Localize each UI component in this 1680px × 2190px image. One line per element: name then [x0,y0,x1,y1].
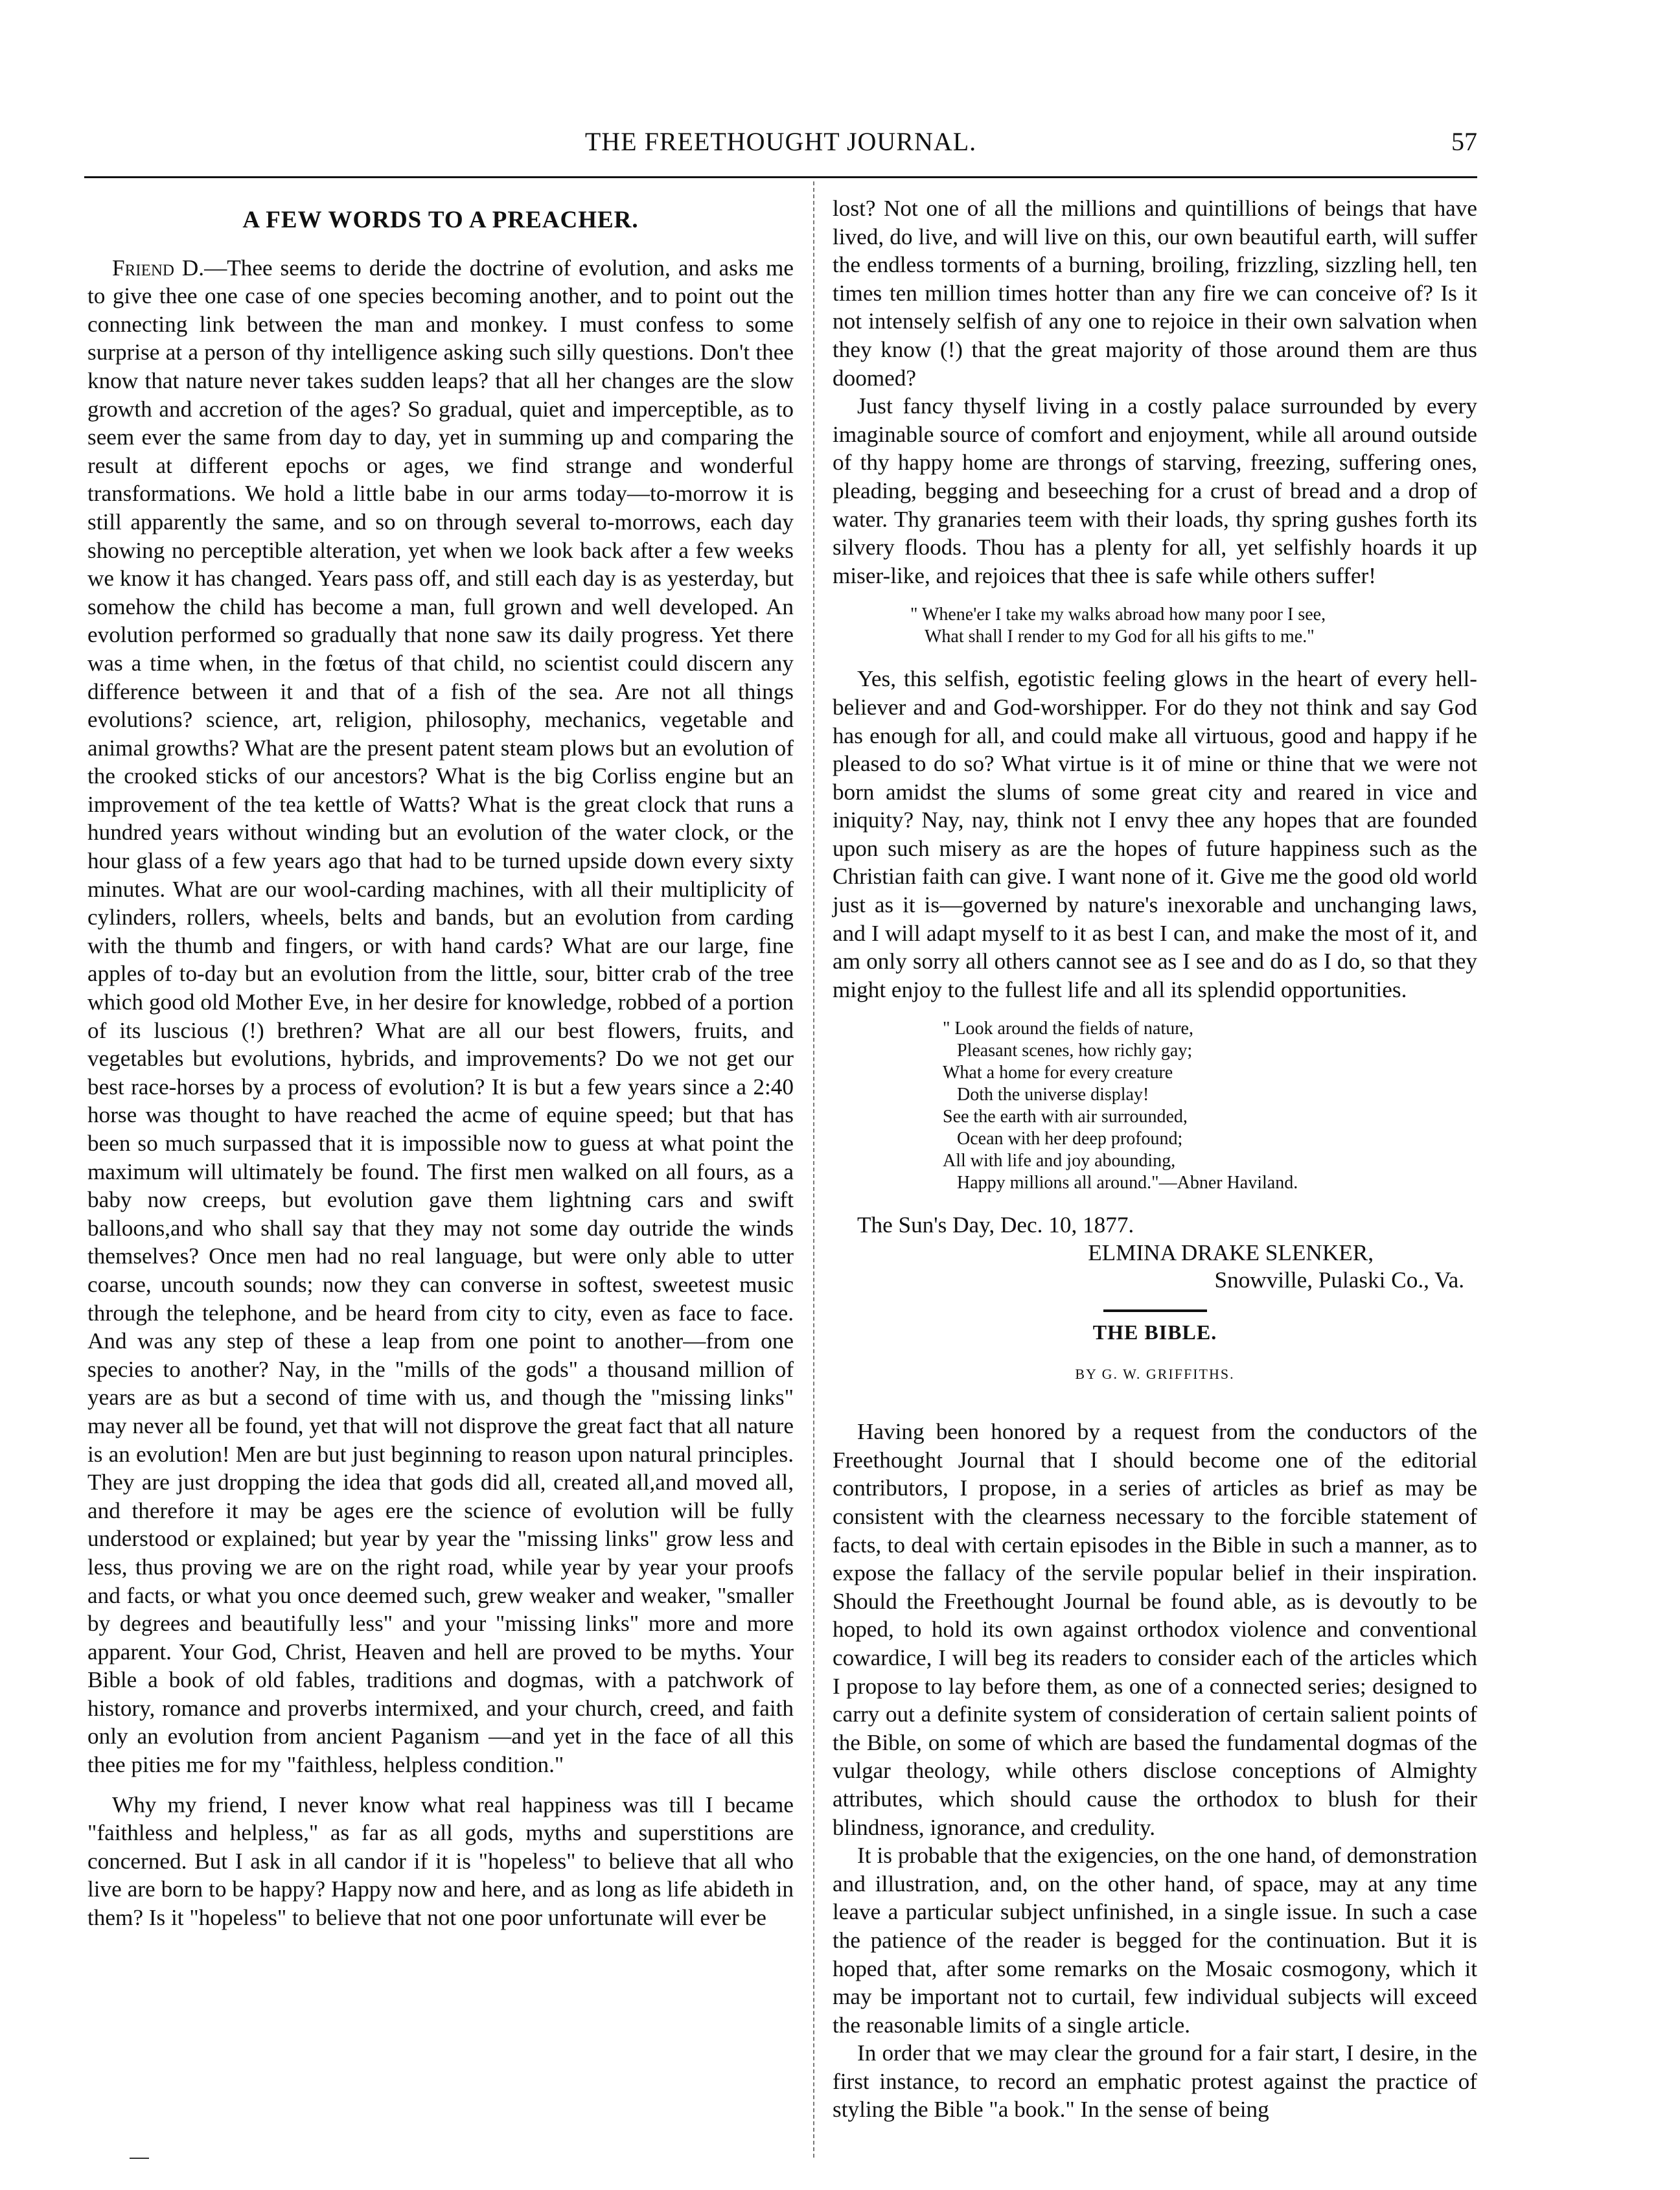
paragraph-continued: lost? Not one of all the millions and quintillions of beings that have lived, do live, and will live on this, our own beautiful earth, will suffer the endless torments of a burning, broiling, frizzling, sizzling hell, ten times ten million times hotter than any fire we can conceive of? Is it not intensely selfish of any one to rejoice in their own salvation when they know (!) that the great majority of those around them are thus doomed? [833,196,1477,391]
footer-mark [130,2158,149,2159]
running-head [84,126,1477,165]
paragraph: Why my friend, I never know what real happiness was till I became "faithless and helpless," as far as all gods, myths and superstitions are concerned. But I ask in all candor if it is "hopeless" to believe that all who live are born to be happy? Happy now and here, and as long as life abideth in them? Is it "hopeless" to believe that not one poor unfortunate will ever be [87,1792,794,1931]
paragraph: Having been honored by a request from the conductors of the Freethought Journal that I should become one of the editorial contributors, I propose, in a series of articles as brief as may be consistent with the clearness necessary to the forcible statement of facts, to deal with certain episodes in the Bible in such a manner, as to expose the fallacy of the servile popular belief in their inspiration. Should the Freethought Journal be found able, as is devoutly to be hoped, to hold its own against orthodox violence and conventional cowardice, I will beg its readers to consider each of the articles which I propose to lay before them, as one of a connected series; designed to carry out a definite system of consideration of certain salient points of the Bible, on some of which are based the fundamental dogmas of the vulgar theology, while others disclose conceptions of Almighty attributes, which should cause the orthodox to blush for their blindness, ignorance, and credulity. [833,1419,1477,1840]
poem-line: Happy millions all around."—Abner Haviland. [957,1173,1298,1193]
poem-line: Pleasant scenes, how richly gay; [957,1041,1193,1061]
author-location: Snowville, Pulaski Co., Va. [1214,1267,1464,1293]
poem-line: What a home for every creature [943,1063,1173,1083]
section-rule [1103,1309,1207,1312]
salutation: Friend D. [112,255,205,281]
verse-line: " Whene'er I take my walks abroad how many poor I see, [910,605,1326,625]
verse-line: What shall I render to my God for all his gifts to me." [925,627,1315,647]
left-column [87,194,794,1932]
header-rule [84,176,1477,178]
verse-quote [910,604,1477,648]
paragraph: In order that we may clear the ground for a fair start, I desire, in the first instance, to record an emphatic protest against the practice of styling the Bible "a book." In the sense of being [833,2040,1477,2123]
poem-line: See the earth with air surrounded, [943,1107,1188,1127]
dateline: The Sun's Day, Dec. 10, 1877. [857,1212,1134,1238]
paragraph [87,254,794,1779]
right-column [833,194,1477,2124]
running-title: THE FREETHOUGHT JOURNAL. [584,127,977,156]
author-name: ELMINA DRAKE SLENKER, [1088,1240,1374,1266]
paragraph: Yes, this selfish, egotistic feeling glows in the heart of every hell-believer and and God-worshipper. For do they not think and say God has enough for all, and could make all virtuous, good and happy if he pleased to do so? What virtue is it of mine or thine that we were not born amidst the slums of some great city and reared in vice and iniquity? Nay, nay, think not I envy thee any hopes that are founded upon such misery as are the hopes of future happiness such as the Christian faith can give. I want none of it. Give me the good old world just as it is—governed by nature's inexorable and unchanging laws, and I will adapt myself to it as best I can, and make the most of it, and am only sorry all others cannot see as I see and do as I do, so that they might enjoy to the fullest life and all its splendid opportunities. [833,666,1477,1002]
poem-quote [943,1018,1477,1194]
paragraph: It is probable that the exigencies, on the one hand, of demonstration and illustration, and, on the other hand, of space, may at any time leave a particular subject unfinished, in a single issue. In such a case the patience of the reader is begged for the continuation. But it is hoped that, after some remarks on the Mosaic cosmogony, which it may be important not to curtail, few individual subjects will exceed the reasonable limits of a single article. [833,1843,1477,2038]
page-number: 57 [1451,127,1477,156]
paragraph: Just fancy thyself living in a costly palace surrounded by every imaginable source of comfort and enjoyment, while all around outside of thy happy home are throngs of starving, freezing, suffering ones, pleading, begging and beseeching for a crust of bread and a drop of water. Thy granaries teem with their loads, thy spring gushes forth its silvery floods. Thou has a plenty for all, yet selfishly hoards it up miser-like, and rejoices that thee is safe while others suffer! [833,393,1477,588]
article-title: THE BIBLE. [1092,1320,1217,1344]
paragraph-text: —Thee seems to deride the doctrine of evolution, and asks me to give thee one case of one species becoming another, and to point out the connecting link between the man and monkey. I must confess to some surprise at a person of thy intelligence asking such silly questions. Don't thee know that nature never takes sudden leaps? that all her changes are the slow growth and accretion of the ages? So gradual, quiet and imperceptible, as to seem ever the same from day to day, yet in summing up and comparing the result at different epochs or ages, we find strange and wonderful transformations. We hold a little babe in our arms today—to-morrow it is still apparently the same, and so on through several to-morrows, each day showing no perceptible alteration, yet when we look back after a few weeks we know it has changed. Years pass off, and still each day is as yesterday, but somehow the child has become a man, full grown and well developed. An evolution performed so gradually that none saw its daily progress. Yet there was a time when, in the fœtus of that child, no scientist could discern any difference between it and that of a fish of the sea. Are not all things evolutions? science, art, religion, philosophy, mechanics, vegetable and animal growths? What are the present patent steam plows but an evolution of the crooked sticks of our ancestors? What is the big Corliss engine but an improvement of the tea kettle of Watts? What is the great clock that runs a hundred years without winding but an evolution of the water clock, or the hour glass of a few years ago that had to be turned upside down every sixty minutes. What are our wool-carding machines, with all their multiplicity of cylinders, rollers, wheels, belts and bands, but an evolution from carding with the thumb and fingers, or with hand cards? What are our large, fine apples of to-day but an evolution from the little, sour, bitter crab of the tree which good old Mother Eve, in her desire for knowledge, robbed of a portion of its luscious (!) brethren? What are all our best flowers, fruits, and vegetables but evolutions, hybrids, and improvements? Do we not get our best race-horses by a process of evolution? It is but a few years since a 2:40 horse was thought to have reached the acme of equine speed; but that has been so much surpassed that it is impossible now to guess at what point the maximum will ultimately be found. The first men walked on all fours, as a baby now creeps, but evolution gave them lightning cars and swift balloons,and who shall say that they may not some day outride the winds themselves? Once men had no real language, but were only able to utter coarse, uncouth sounds; now they can converse in softest, sweetest music through the telephone, and be heard from city to city, even as face to face. And was any step of these a leap from one point to another—from one species to another? Nay, in the "mills of the gods" a thousand million of years are as but a second of time with us, and though the "missing links" may never all be found, yet that will not disprove the great fact that all nature is an evolution! Men are but just beginning to reason upon natural principles. They are just dropping the idea that gods did all, created all,and moved all, and therefore it may be ages ere the science of evolution will be fully understood or explained; but year by year the "missing links" grow less and less, thus proving we are on the right road, while year by year your proofs and facts, or what you once deemed such, grew weaker and weaker, "smaller by degrees and beautifully less" and your "missing links" more and more apparent. Your God, Christ, Heaven and hell are proved to be myths. Your Bible a book of old fables, traditions and dogmas, with a patchwork of history, romance and proverbs intermixed, and your church, creed, and faith only an evolution from ancient Paganism —and yet in the face of all this thee pities me for my "faithless, helpless condition." [87,255,794,1778]
poem-line: " Look around the fields of nature, [943,1019,1193,1039]
column-divider [813,181,814,2158]
article-title: A FEW WORDS TO A PREACHER. [242,207,639,233]
byline: BY G. W. GRIFFITHS. [1075,1365,1235,1382]
signature-author [833,1239,1477,1294]
poem-line: All with life and joy abounding, [943,1151,1176,1171]
poem-line: Doth the universe display! [957,1085,1149,1105]
poem-line: Ocean with her deep profound; [957,1129,1183,1149]
